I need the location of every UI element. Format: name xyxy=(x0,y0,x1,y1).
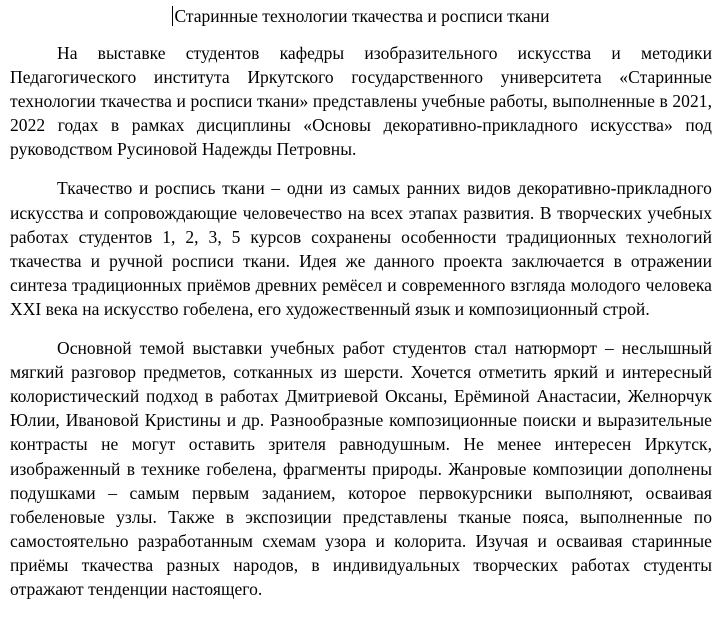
paragraph-2[interactable]: Ткачество и роспись ткани – одни из самых ранних видов декоративно-прикладного искусства и сопровождающие человечество на всех этапах развития. В творческих учебных работах студентов 1, 2, 3, 5 курсов сохранены особенности традиционных технологий ткачества и ручной росписи ткани. Идея же данного проекта заключается в отражении синтеза традиционных приёмов древних ремёсел и современного взгляда молодого человека XXI века на искусство гобелена, его художественный язык и композиционный строй. xyxy=(10,178,712,319)
document-title-line[interactable] xyxy=(10,4,712,28)
paragraph-3[interactable]: Основной темой выставки учебных работ студентов стал натюрморт – неслышный мягкий разговор предметов, сотканных из шерсти. Хочется отметить яркий и интересный колористический подход в работах Дмитриевой Оксаны, Ерёминой Анастасии, Желнорчук Юлии, Ивановой Кристины и др. Разнообразные композиционные поиски и выразительные контрасты не могут оставить зрителя равнодушным. Не менее интересен Иркутск, изображенный в технике гобелена, фрагменты природы. Жанровые композиции дополнены подушками – самым первым заданием, которое первокурсники выполняют, осваивая гобеленовые узлы. Также в экспозиции представлены тканые пояса, выполненные по самостоятельно разработанным схемам узора и колорита. Изучая и осваивая старинные приёмы ткачества разных народов, в индивидуальных творческих работах студенты отражают тенденции настоящего. xyxy=(10,338,712,599)
paragraph-1[interactable]: На выставке студентов кафедры изобразительного искусства и методики Педагогического института Иркутского государственного университета «Старинные технологии ткачества и росписи ткани» представлены учебные работы, выполненные в 2021, 2022 годах в рамках дисциплины «Основы декоративно-прикладного искусства» под руководством Русиновой Надежды Петровны. xyxy=(10,43,712,160)
document-title[interactable]: Старинные технологии ткачества и росписи ткани xyxy=(174,6,550,26)
document-page[interactable] xyxy=(10,0,712,616)
